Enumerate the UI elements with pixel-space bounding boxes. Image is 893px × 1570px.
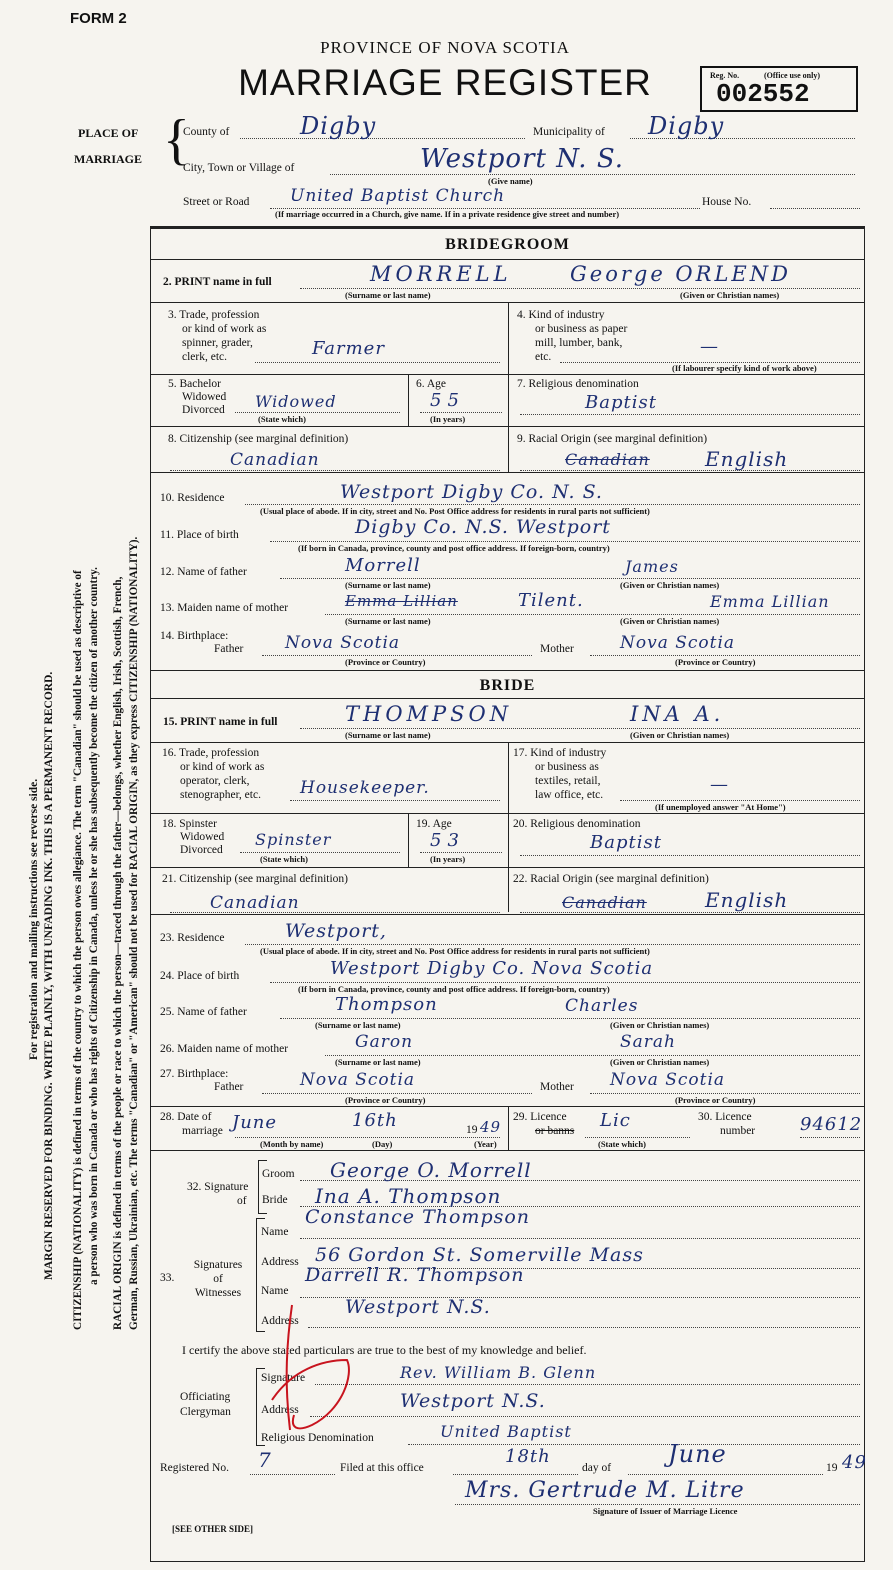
- w1-address: 56 Gordon St. Somerville Mass: [315, 1244, 644, 1266]
- issuer-label: Signature of Issuer of Marriage Licence: [593, 1506, 738, 1516]
- bride-bp-father-label: Father: [214, 1081, 244, 1093]
- groom-trade-label: 3. Trade, profession or kind of work as spinner, grader, clerk, etc.: [168, 309, 267, 363]
- w2-address: Westport N.S.: [345, 1296, 491, 1318]
- bride-signature: Ina A. Thompson: [315, 1184, 502, 1208]
- filed-year-prefix: 19: [826, 1462, 838, 1474]
- groom-father-given: James: [625, 557, 679, 576]
- licence-value: Lic: [600, 1110, 631, 1131]
- year-hint: (Year): [474, 1139, 497, 1149]
- bride-residence-hint: (Usual place of abode. If in city, street and No. Post Office address for residents in rural parts not sufficient): [260, 946, 650, 956]
- bride-racial-label: 22. Racial Origin (see marginal definition): [513, 873, 709, 885]
- bride-sig-label: Bride: [262, 1194, 288, 1206]
- wit-num: 33.: [160, 1272, 175, 1284]
- bride-birthplace-label: 24. Place of birth: [160, 970, 240, 982]
- bride-bp-label: 27. Birthplace:: [160, 1068, 229, 1080]
- margin-line-6: German, Russian, Ukrainian, etc. The terms "Canadian" or "American" should not be used for RACIAL ORIGIN, as they express CITIZENSHIP (NATIONALITY).: [128, 536, 140, 1330]
- groom-given-hint: (Given or Christian names): [680, 290, 780, 300]
- reg-no-box: [700, 66, 858, 112]
- filed-month: June: [668, 1440, 727, 1468]
- clergy-religion-label: Religious Denomination: [261, 1432, 374, 1444]
- bride-industry-label: 17. Kind of industry or business as textiles, retail, law office, etc.: [513, 747, 607, 801]
- groom-status-hint: (State which): [258, 414, 306, 424]
- clergy-signature: Rev. William B. Glenn: [400, 1363, 597, 1382]
- clergy-label: Officiating Clergyman: [180, 1391, 231, 1418]
- margin-line-1: For registration and mailing instructions see reverse side.: [28, 778, 40, 1060]
- sig32-label: 32. Signature of: [187, 1181, 249, 1207]
- bride-residence-label: 23. Residence: [160, 932, 225, 944]
- bride-father-surname: Thompson: [335, 994, 438, 1015]
- groom-age: 55: [430, 390, 465, 411]
- groom-father-given-hint: (Given or Christian names): [620, 580, 720, 590]
- groom-mother-struck: Emma Lillian: [345, 592, 458, 610]
- date-label: 28. Date of marriage: [160, 1111, 223, 1137]
- red-check-mark: [262, 1300, 362, 1440]
- bride-trade-label: 16. Trade, profession or kind of work as operator, clerk, stenographer, etc.: [162, 747, 265, 801]
- issuer-signature: Mrs. Gertrude M. Litre: [465, 1478, 745, 1503]
- day-hint: (Day): [372, 1139, 393, 1149]
- form-label: FORM 2: [70, 10, 127, 27]
- groom-citizenship-label: 8. Citizenship (see marginal definition): [168, 433, 349, 445]
- marriage-month: June: [232, 1112, 278, 1133]
- bride-age: 53: [430, 830, 465, 851]
- filed-year: 49: [842, 1452, 867, 1473]
- groom-birthplace-label: 11. Place of birth: [160, 529, 239, 541]
- bride-heading: BRIDE: [479, 677, 536, 694]
- bride-status-label: 18. Spinster Widowed Divorced: [162, 818, 225, 856]
- groom-trade: Farmer: [312, 338, 385, 359]
- bride-trade: Housekeeper.: [300, 778, 430, 798]
- groom-racial-struck: Canadian: [565, 450, 650, 469]
- groom-bp-father-hint: (Province or Country): [345, 657, 426, 667]
- groom-bp-mother-hint: (Province or Country): [675, 657, 756, 667]
- groom-racial-label: 9. Racial Origin (see marginal definition): [517, 433, 708, 445]
- margin-line-5: RACIAL ORIGIN is defined in terms of the people or race to which the person—traced through the father—belongs, whether English, Irish, Scottish, French,: [112, 576, 124, 1330]
- marriage-day: 16th: [352, 1110, 398, 1131]
- reg-no-label: Reg. No.: [710, 71, 740, 80]
- w1-name: Constance Thompson: [305, 1206, 531, 1228]
- city-hint: (Give name): [488, 176, 533, 186]
- bride-mother-given: Sarah: [620, 1032, 676, 1052]
- groom-industry: —: [700, 336, 719, 357]
- see-other-side: [SEE OTHER SIDE]: [172, 1524, 254, 1534]
- bride-residence: Westport,: [285, 920, 387, 942]
- house-label: House No.: [702, 196, 752, 208]
- w2-name: Darrell R. Thompson: [305, 1264, 525, 1286]
- groom-citizenship: Canadian: [230, 450, 320, 470]
- bride-religion-label: 20. Religious denomination: [513, 818, 641, 830]
- groom-mother-given-hint: (Given or Christian names): [620, 616, 720, 626]
- bride-birthplace: Westport Digby Co. Nova Scotia: [330, 958, 654, 979]
- bride-bp-mother: Nova Scotia: [610, 1070, 726, 1090]
- licence-hint: (State which): [598, 1139, 646, 1149]
- bridegroom-heading: BRIDEGROOM: [445, 236, 570, 253]
- groom-mother-surname-hint: (Surname or last name): [345, 616, 431, 626]
- groom-birthplace: Digby Co. N.S. Westport: [355, 516, 611, 538]
- clergy-address-label: Address: [261, 1404, 299, 1416]
- clergy-address: Westport N.S.: [400, 1390, 546, 1412]
- bride-racial-struck: Canadian: [562, 893, 647, 912]
- licence-number: 94612: [800, 1114, 863, 1135]
- w1-name-label: Name: [261, 1226, 289, 1238]
- groom-religion: Baptist: [585, 392, 657, 413]
- bride-industry-hint: (If unemployed answer "At Home"): [655, 802, 786, 812]
- street-hint: (If marriage occurred in a Church, give name. If in a private residence give street and number): [275, 209, 620, 219]
- reg-no-value: 002552: [716, 79, 810, 109]
- bride-age-label: 19. Age: [416, 818, 452, 830]
- groom-status: Widowed: [255, 392, 337, 411]
- bride-mother-surname: Garon: [355, 1032, 414, 1052]
- bride-given: INA A.: [630, 702, 725, 726]
- bride-surname: THOMPSON: [345, 702, 513, 726]
- groom-residence-label: 10. Residence: [160, 492, 225, 504]
- place-label-2: MARRIAGE: [74, 152, 142, 166]
- groom-bp-father: Nova Scotia: [285, 633, 401, 653]
- groom-mother-label: 13. Maiden name of mother: [160, 602, 289, 614]
- margin-line-3: CITIZENSHIP (NATIONALITY) is defined in terms of the country to which the person owes allegiance. The term "Canadian" should be used as descriptive of: [72, 570, 84, 1330]
- marriage-year-prefix: 19: [466, 1124, 478, 1136]
- groom-sig-label: Groom: [262, 1168, 295, 1180]
- month-hint: (Month by name): [260, 1139, 324, 1149]
- registered-label: Registered No.: [160, 1462, 229, 1474]
- bride-religion: Baptist: [590, 832, 662, 853]
- bride-citizenship-label: 21. Citizenship (see marginal definition): [162, 873, 348, 885]
- groom-mother-given: Emma Lillian: [710, 592, 830, 611]
- groom-mother-surname: Tilent.: [518, 590, 584, 611]
- groom-residence-hint: (Usual place of abode. If in city, street and No. Post Office address for residents in rural parts not sufficient): [260, 506, 650, 516]
- bride-mother-surname-hint: (Surname or last name): [335, 1057, 421, 1067]
- licence-label: 29. Licence or banns: [513, 1111, 575, 1137]
- page-title: MARRIAGE REGISTER: [238, 62, 652, 103]
- clergy-religion: United Baptist: [440, 1422, 572, 1441]
- groom-bp-mother: Nova Scotia: [620, 633, 736, 653]
- certify-text: I certify the above stated particulars are true to the best of my knowledge and belief.: [182, 1343, 587, 1357]
- wit-label: Signatures of Witnesses: [193, 1259, 243, 1299]
- groom-industry-label: 4. Kind of industry or business as paper mill, lumber, bank, etc.: [517, 309, 628, 363]
- street-value: United Baptist Church: [290, 186, 506, 206]
- bride-status: Spinster: [255, 830, 332, 849]
- bride-father-given-hint: (Given or Christian names): [610, 1020, 710, 1030]
- brace: {: [163, 109, 190, 171]
- groom-surname-hint: (Surname or last name): [345, 290, 431, 300]
- groom-bp-father-label: Father: [214, 643, 244, 655]
- bride-industry: —: [710, 774, 729, 795]
- bride-bp-mother-hint: (Province or Country): [675, 1095, 756, 1105]
- county-value: Digby: [300, 112, 377, 140]
- licence-number-label: 30. Licence number: [698, 1111, 756, 1137]
- bride-mother-given-hint: (Given or Christian names): [610, 1057, 710, 1067]
- groom-surname: MORRELL: [370, 262, 512, 286]
- place-label-1: PLACE OF: [78, 126, 139, 140]
- city-label: City, Town or Village of: [183, 162, 295, 174]
- groom-given: George ORLEND: [570, 262, 791, 286]
- municipality-value: Digby: [648, 112, 725, 140]
- bride-racial: English: [705, 888, 789, 912]
- filed-day-label: day of: [582, 1462, 612, 1474]
- bride-bp-mother-label: Mother: [540, 1081, 574, 1093]
- groom-father-surname: Morrell: [345, 555, 421, 576]
- filed-label: Filed at this office: [340, 1462, 424, 1474]
- groom-residence: Westport Digby Co. N. S.: [340, 481, 603, 503]
- w2-name-label: Name: [261, 1285, 289, 1297]
- street-label: Street or Road: [183, 196, 250, 208]
- margin-line-2: MARGIN RESERVED FOR BINDING. WRITE PLAINLY, WITH UNFADING INK. THIS IS A PERMANENT RECORD.: [43, 671, 55, 1280]
- reg-no-note: (Office use only): [764, 71, 820, 80]
- w1-address-label: Address: [261, 1256, 299, 1268]
- groom-father-label: 12. Name of father: [160, 566, 247, 578]
- groom-signature: George O. Morrell: [330, 1158, 532, 1182]
- marriage-year: 49: [480, 1118, 502, 1136]
- filed-day: 18th: [505, 1446, 551, 1467]
- groom-age-label: 6. Age: [416, 378, 447, 390]
- bride-bp-father: Nova Scotia: [300, 1070, 416, 1090]
- bride-father-given: Charles: [565, 996, 639, 1016]
- groom-bp-label: 14. Birthplace:: [160, 630, 229, 642]
- bride-birthplace-hint: (If born in Canada, province, county and post office address. If foreign-born, country): [298, 984, 610, 994]
- county-label: County of: [183, 126, 230, 138]
- province-heading: PROVINCE OF NOVA SCOTIA: [320, 38, 570, 57]
- bride-bp-father-hint: (Province or Country): [345, 1095, 426, 1105]
- groom-industry-hint: (If labourer specify kind of work above): [672, 363, 817, 373]
- groom-age-hint: (In years): [430, 414, 466, 424]
- bride-father-surname-hint: (Surname or last name): [315, 1020, 401, 1030]
- clergy-sig-label: Signature: [261, 1372, 306, 1384]
- bride-name-label: 15. PRINT name in full: [163, 716, 278, 728]
- bride-status-hint: (State which): [260, 854, 308, 864]
- w2-address-label: Address: [261, 1315, 299, 1327]
- bride-given-hint: (Given or Christian names): [630, 730, 730, 740]
- margin-line-4: a person who was born in Canada or who has rights of Citizenship in Canada, unless he or she has subsequently become the citizen of another country.: [88, 567, 100, 1285]
- groom-racial: English: [705, 447, 789, 471]
- municipality-label: Municipality of: [533, 126, 605, 138]
- bride-mother-label: 26. Maiden name of mother: [160, 1043, 289, 1055]
- bride-surname-hint: (Surname or last name): [345, 730, 431, 740]
- groom-bp-mother-label: Mother: [540, 643, 574, 655]
- groom-status-label: 5. Bachelor Widowed Divorced: [168, 378, 227, 416]
- bride-father-label: 25. Name of father: [160, 1006, 247, 1018]
- groom-father-surname-hint: (Surname or last name): [345, 580, 431, 590]
- groom-name-label: 2. PRINT name in full: [163, 276, 272, 288]
- groom-religion-label: 7. Religious denomination: [517, 378, 639, 390]
- bride-age-hint: (In years): [430, 854, 466, 864]
- city-value: Westport N. S.: [420, 144, 624, 174]
- groom-birthplace-hint: (If born in Canada, province, county and post office address. If foreign-born, country): [298, 543, 610, 553]
- registered-no: 7: [258, 1448, 272, 1472]
- bride-citizenship: Canadian: [210, 893, 300, 913]
